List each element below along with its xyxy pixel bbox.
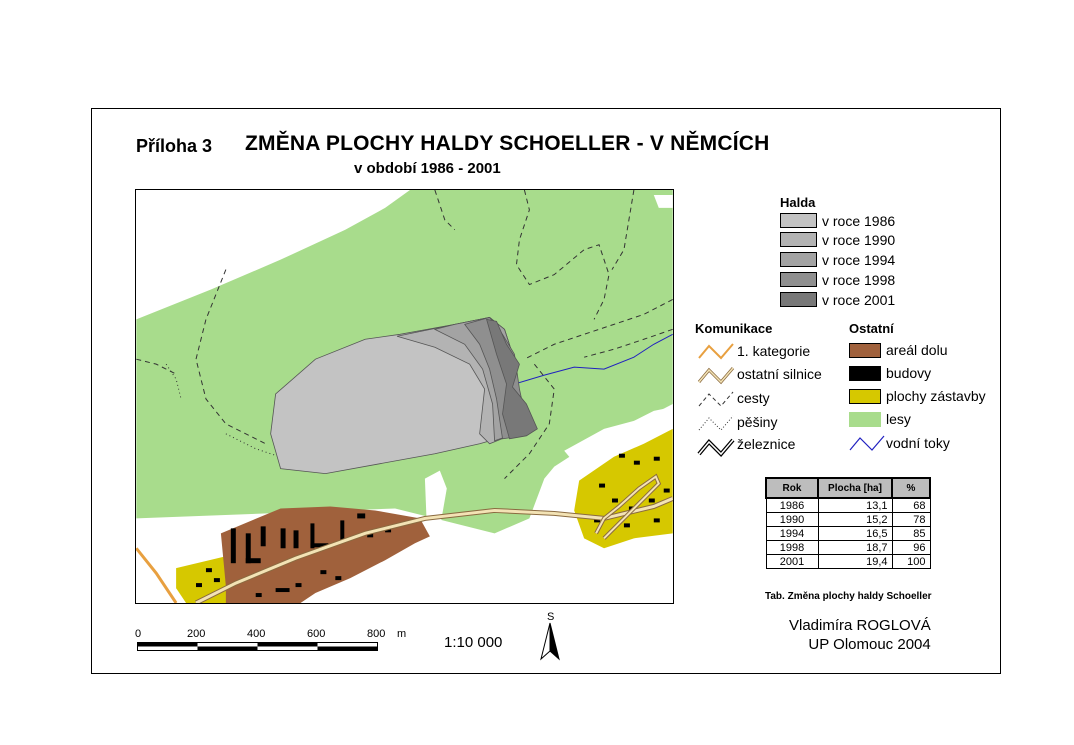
legend-swatch-2001 bbox=[780, 292, 817, 307]
water-stream-icon bbox=[848, 432, 886, 454]
table-cell: 100 bbox=[892, 555, 930, 569]
scale-bar bbox=[137, 642, 379, 652]
legend-ostatni-item: areál dolu bbox=[886, 342, 948, 358]
table-cell: 19,4 bbox=[818, 555, 892, 569]
legend-swatch-1994 bbox=[780, 252, 817, 267]
legend-ostatni-item: vodní toky bbox=[886, 435, 950, 451]
scale-tick-label: 600 bbox=[307, 628, 326, 640]
table-cell: 2001 bbox=[766, 555, 818, 569]
map-canvas bbox=[135, 189, 674, 604]
legend-swatch-forest bbox=[849, 412, 881, 427]
legend-halda-item: v roce 1994 bbox=[822, 252, 896, 268]
legend-halda-item: v roce 1990 bbox=[822, 232, 896, 248]
legend-komunikace-item: cesty bbox=[737, 390, 770, 406]
table-header: Plocha [ha] bbox=[818, 478, 892, 498]
legend-halda-item: v roce 1998 bbox=[822, 272, 896, 288]
legend-komunikace-item: ostatní silnice bbox=[737, 366, 822, 382]
scale-tick-label: 200 bbox=[187, 628, 206, 640]
legend-swatch-mine bbox=[849, 343, 881, 358]
legend-komunikace-title: Komunikace bbox=[695, 321, 773, 336]
table-row bbox=[766, 555, 930, 569]
scale-tick-label: 800 bbox=[367, 628, 386, 640]
table-cell: 85 bbox=[892, 527, 930, 541]
legend-ostatni-title: Ostatní bbox=[849, 321, 894, 336]
legend-swatch-1990 bbox=[780, 232, 817, 247]
scale-tick-label: 400 bbox=[247, 628, 266, 640]
north-arrow-label: S bbox=[547, 611, 555, 623]
table-row bbox=[766, 513, 930, 527]
table-cell: 13,1 bbox=[818, 498, 892, 513]
scale-ratio: 1:10 000 bbox=[444, 634, 503, 651]
author-name: Vladimíra ROGLOVÁ bbox=[789, 617, 931, 634]
legend-halda-item: v roce 2001 bbox=[822, 292, 896, 308]
table-cell: 68 bbox=[892, 498, 930, 513]
north-arrow-icon bbox=[538, 621, 562, 661]
annex-label: Příloha 3 bbox=[136, 136, 213, 156]
scale-tick-label: 0 bbox=[135, 628, 142, 640]
map-subtitle: v období 1986 - 2001 bbox=[354, 160, 501, 177]
table-header: Rok bbox=[766, 478, 818, 498]
author-block bbox=[789, 616, 931, 654]
table-cell: 1994 bbox=[766, 527, 818, 541]
legend-ostatni-item: plochy zástavby bbox=[886, 388, 986, 404]
table-row bbox=[766, 541, 930, 555]
legend-swatch-buildings bbox=[849, 366, 881, 381]
road-first-class-icon bbox=[699, 344, 733, 358]
footpath-icon bbox=[699, 416, 733, 430]
table-cell: 1990 bbox=[766, 513, 818, 527]
table-cell: 15,2 bbox=[818, 513, 892, 527]
table-cell: 78 bbox=[892, 513, 930, 527]
area-change-table bbox=[765, 477, 931, 569]
legend-swatch-1986 bbox=[780, 213, 817, 228]
table-cell: 96 bbox=[892, 541, 930, 555]
table-row bbox=[766, 498, 930, 513]
table-header: % bbox=[892, 478, 930, 498]
path-icon bbox=[699, 392, 733, 406]
map-title: ZMĚNA PLOCHY HALDY SCHOELLER - V NĚMCÍCH bbox=[245, 132, 770, 155]
legend-komunikace-item: pěšiny bbox=[737, 414, 778, 430]
legend-komunikace-symbols bbox=[697, 340, 737, 460]
legend-swatch-builtup bbox=[849, 389, 881, 404]
legend-komunikace-item: 1. kategorie bbox=[737, 343, 811, 359]
legend-halda-item: v roce 1986 bbox=[822, 213, 896, 229]
legend-komunikace-item: železnice bbox=[737, 436, 796, 452]
legend-ostatni-item: lesy bbox=[886, 411, 911, 427]
scale-unit: m bbox=[397, 628, 407, 640]
legend-swatch-1998 bbox=[780, 272, 817, 287]
table-cell: 1998 bbox=[766, 541, 818, 555]
table-cell: 1986 bbox=[766, 498, 818, 513]
author-institution: UP Olomouc 2004 bbox=[808, 636, 931, 653]
legend-halda-title: Halda bbox=[780, 195, 816, 210]
table-row bbox=[766, 527, 930, 541]
table-cell: 16,5 bbox=[818, 527, 892, 541]
table-caption: Tab. Změna plochy haldy Schoeller bbox=[765, 591, 932, 602]
table-cell: 18,7 bbox=[818, 541, 892, 555]
legend-ostatni-item: budovy bbox=[886, 365, 932, 381]
